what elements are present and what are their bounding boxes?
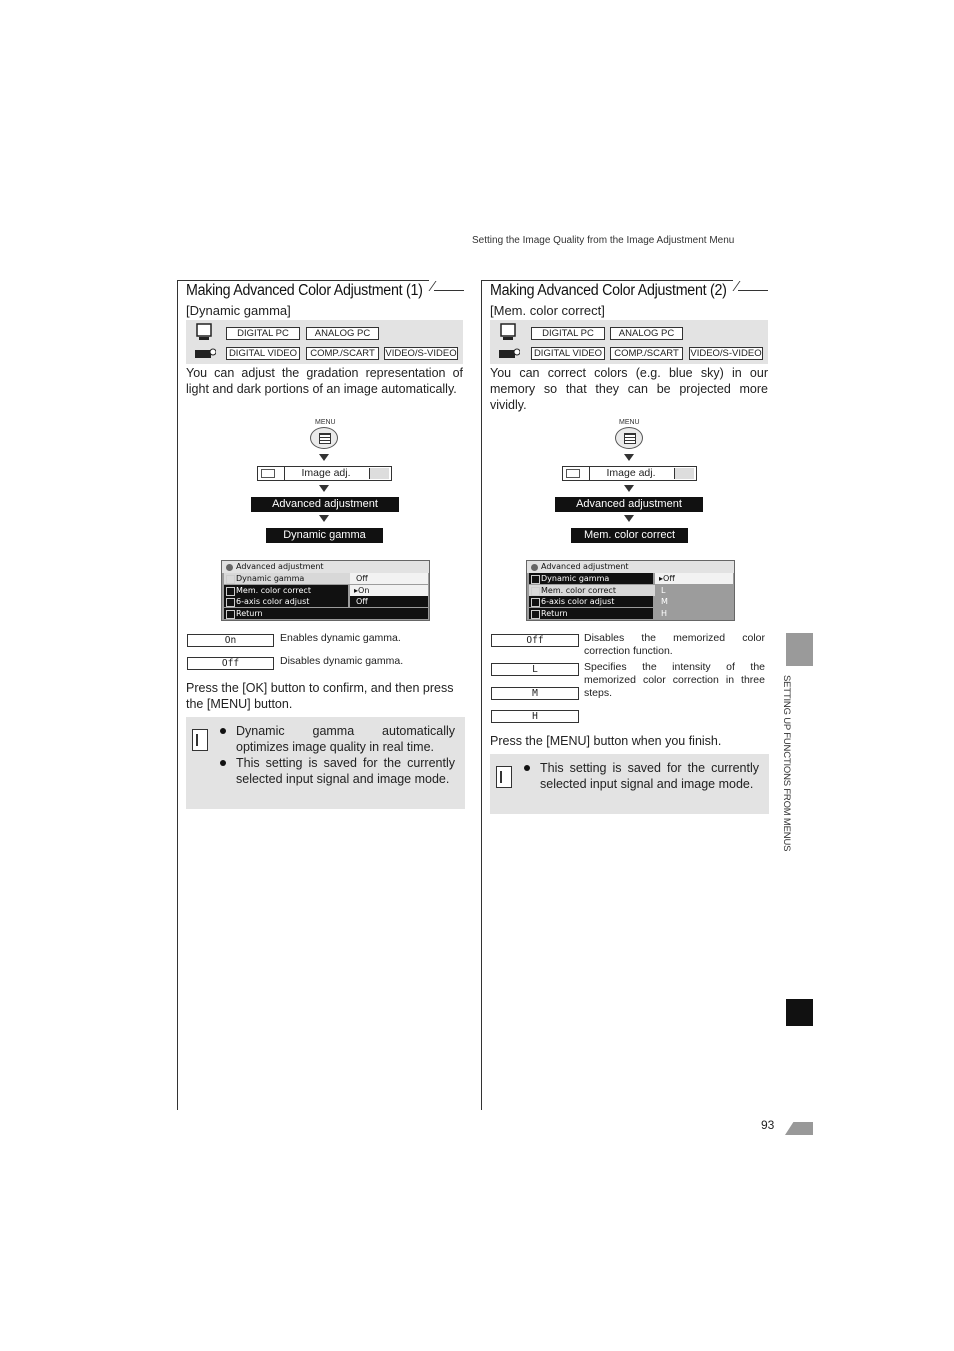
- osd-item-dynamic-gamma: Dynamic gamma: [224, 573, 350, 584]
- tab-image-adj: Image adj.: [589, 467, 672, 480]
- osd-value-off: Off: [350, 573, 428, 584]
- instruction-right: Press the [MENU] button when you finish.: [490, 734, 722, 748]
- osd-value-on: ▸On: [350, 585, 428, 596]
- intro-text-left: You can adjust the gradation representation of light and dark portions of an image automatically.: [186, 366, 463, 396]
- osd-value-h: H: [661, 608, 668, 618]
- osd-title: Advanced adjustment: [222, 561, 429, 573]
- arrow-down-icon: [319, 454, 329, 461]
- signal-video-svideo: VIDEO/S-VIDEO: [690, 348, 762, 359]
- menu-advanced-adjustment: Advanced adjustment: [251, 497, 399, 512]
- tab-icon-setup: [674, 468, 694, 479]
- menu-button-label: MENU: [315, 419, 336, 426]
- option-off: Off: [491, 634, 579, 647]
- column-rule-right: [481, 280, 482, 1110]
- chapter-tab: [786, 633, 813, 666]
- tab-icon-display: [566, 469, 580, 478]
- title-rule: [434, 290, 464, 291]
- note-item: This setting is saved for the currently selected input signal and image mode.: [522, 760, 759, 792]
- osd-advanced-adjustment: [526, 560, 735, 621]
- osd-item-6axis: 6-axis color adjust: [224, 596, 348, 607]
- arrow-down-icon: [624, 485, 634, 492]
- signal-analog-pc: ANALOG PC: [306, 327, 379, 340]
- signal-compat-box: [186, 320, 463, 364]
- signal-compat-box: [490, 320, 768, 364]
- osd-item-return: Return: [224, 608, 428, 619]
- osd-value-off-2: Off: [350, 596, 428, 607]
- osd-value-m: M: [661, 597, 668, 606]
- arrow-down-icon: [319, 485, 329, 492]
- running-header: Setting the Image Quality from the Image Adjustment Menu: [472, 235, 735, 246]
- signal-digital-pc: DIGITAL PC: [226, 327, 300, 340]
- arrow-down-icon: [624, 515, 634, 522]
- title-rule: [738, 290, 768, 291]
- section-title-left: Making Advanced Color Adjustment (1): [186, 282, 423, 299]
- computer-icon: [498, 323, 520, 361]
- menu-button-icon: [615, 427, 643, 449]
- instruction-left: Press the [OK] button to confirm, and then press the [MENU] button.: [186, 681, 454, 711]
- osd-item-mem-color: Mem. color correct: [529, 585, 655, 596]
- tab-image-adj: Image adj.: [284, 467, 367, 480]
- arrow-down-icon: [319, 515, 329, 522]
- signal-video-svideo: VIDEO/S-VIDEO: [385, 348, 457, 359]
- page-number: 93: [761, 1118, 775, 1132]
- memo-icon: [496, 766, 512, 788]
- osd-item-dynamic-gamma: Dynamic gamma: [529, 573, 653, 584]
- option-off: Off: [187, 657, 274, 670]
- page-tab: [785, 1122, 813, 1135]
- arrow-down-icon: [624, 454, 634, 461]
- osd-value-off: ▸Off: [655, 573, 733, 584]
- memo-icon: [192, 729, 208, 751]
- osd-title: Advanced adjustment: [527, 561, 734, 573]
- tab-icon-setup: [369, 468, 389, 479]
- option-l-desc: Specifies the intensity of the memorized color correction in three steps.: [584, 661, 765, 699]
- option-h: H: [491, 710, 579, 723]
- menu-mem-color-correct: Mem. color correct: [571, 528, 688, 543]
- menu-tab-bar: [562, 466, 697, 481]
- option-on-desc: Enables dynamic gamma.: [280, 632, 401, 644]
- note-item: Dynamic gamma automatically optimizes image quality in real time.: [218, 723, 455, 755]
- signal-digital-video: DIGITAL VIDEO: [531, 347, 605, 360]
- section-subtitle-right: [Mem. color correct]: [490, 303, 605, 318]
- section-title-right: Making Advanced Color Adjustment (2): [490, 282, 727, 299]
- tab-icon-display: [261, 469, 275, 478]
- note-item: This setting is saved for the currently selected input signal and image mode.: [218, 755, 455, 787]
- column-rule-left: [177, 280, 178, 1110]
- signal-analog-pc: ANALOG PC: [610, 327, 683, 340]
- option-off-desc: Disables dynamic gamma.: [280, 655, 404, 667]
- note-box-right: [490, 754, 769, 814]
- option-m: M: [491, 687, 579, 700]
- signal-digital-pc: DIGITAL PC: [531, 327, 605, 340]
- section-subtitle-left: [Dynamic gamma]: [186, 303, 291, 318]
- title-rule: [177, 280, 429, 281]
- menu-button-label: MENU: [619, 419, 640, 426]
- intro-text-right: You can correct colors (e.g. blue sky) in our memory so that they can be projected more vividly.: [490, 366, 768, 412]
- osd-value-l: L: [661, 585, 666, 595]
- osd-item-return: Return: [529, 608, 653, 619]
- osd-item-6axis: 6-axis color adjust: [529, 596, 653, 607]
- osd-item-mem-color: Mem. color correct: [224, 585, 348, 596]
- menu-dynamic-gamma: Dynamic gamma: [266, 528, 383, 543]
- signal-digital-video: DIGITAL VIDEO: [226, 347, 300, 360]
- signal-comp-scart: COMP./SCART: [306, 347, 379, 360]
- computer-icon: [194, 323, 216, 361]
- signal-comp-scart: COMP./SCART: [610, 347, 683, 360]
- title-rule: [481, 280, 733, 281]
- menu-tab-bar: [257, 466, 392, 481]
- chapter-label: SETTING UP FUNCTIONS FROM MENUS: [781, 675, 792, 852]
- menu-button-icon: [310, 427, 338, 449]
- chapter-marker: [786, 999, 813, 1026]
- option-on: On: [187, 634, 274, 647]
- osd-advanced-adjustment: [221, 560, 430, 621]
- note-box-left: [186, 717, 465, 809]
- option-l: L: [491, 663, 579, 676]
- option-off-desc: Disables the memorized color correction function.: [584, 632, 765, 657]
- menu-advanced-adjustment: Advanced adjustment: [555, 497, 703, 512]
